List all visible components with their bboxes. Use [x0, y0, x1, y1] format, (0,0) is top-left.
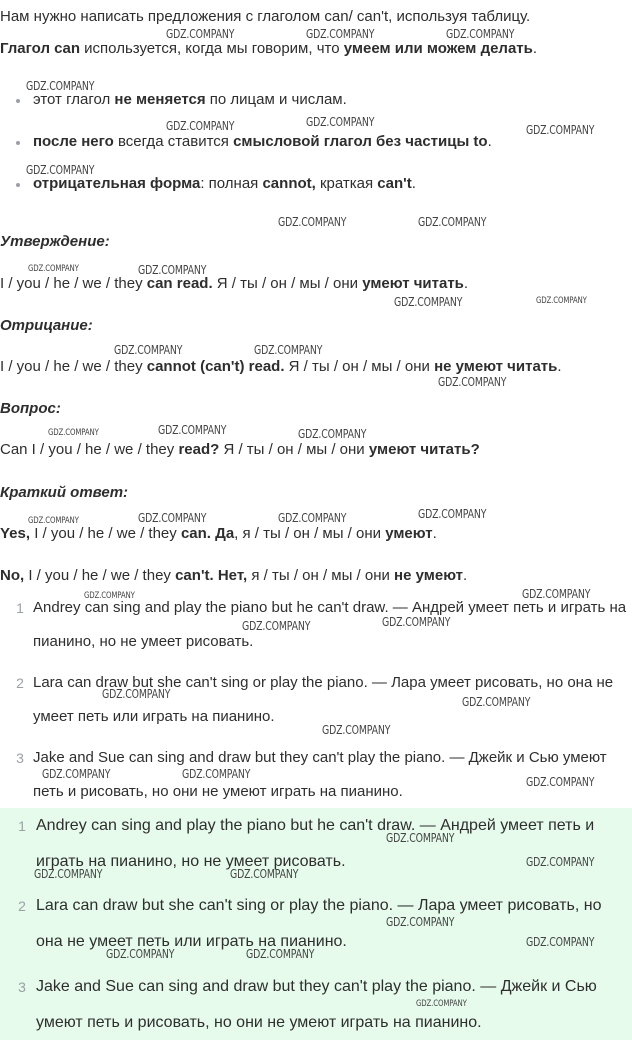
watermark: GDZ.COMPANY: [526, 855, 595, 869]
list-item-2: Lara can draw but she can't sing or play the piano. — Лара умеет рисовать, но она не умеет петь или играть на пианино.: [33, 674, 614, 725]
list-number: 1: [16, 600, 24, 616]
bullet-text: : полная: [200, 175, 263, 192]
bullet-text: краткая: [315, 175, 378, 192]
text: Я / ты / он / мы / они: [284, 358, 435, 375]
watermark: GDZ.COMPANY: [438, 375, 507, 389]
text: Я / ты / он / мы / они: [219, 441, 369, 458]
text: .: [462, 567, 468, 584]
watermark: GDZ.COMPANY: [230, 867, 299, 881]
bullet-dot: [16, 141, 20, 145]
bold: can read.: [146, 275, 213, 292]
watermark: GDZ.COMPANY: [138, 263, 207, 277]
watermark: GDZ.COMPANY: [322, 723, 391, 737]
intro-line-2: [0, 40, 537, 58]
bullet-bold: cannot,: [262, 175, 316, 192]
bullet-dot: [16, 183, 20, 187]
text: I / you / he / we / they: [30, 525, 181, 542]
watermark: GDZ.COMPANY: [114, 343, 183, 357]
watermark: GDZ.COMPANY: [278, 215, 347, 229]
text: .: [432, 525, 437, 542]
list-number: 3: [16, 750, 24, 766]
bullet-bold: отрицательная форма: [33, 175, 201, 192]
watermark: GDZ.COMPANY: [138, 511, 207, 525]
bullet-dot: [16, 99, 20, 103]
bullet-text: этот глагол: [33, 91, 115, 108]
list-item-1: Andrey can sing and play the piano but he can't draw. — Андрей умеет петь и играть на пианино, но не умеет рисовать.: [33, 599, 627, 650]
watermark: GDZ.COMPANY: [536, 296, 587, 306]
text: .: [557, 358, 562, 375]
intro-emphasis: умеем или можем делать: [343, 40, 533, 57]
bold: can't. Нет,: [175, 567, 248, 584]
bullet-bold: после него: [33, 133, 114, 150]
text: I / you / he / we / they: [0, 275, 147, 292]
text: Can I / you / he / we / they: [0, 441, 179, 458]
watermark: GDZ.COMPANY: [26, 163, 95, 177]
watermark: GDZ.COMPANY: [386, 831, 455, 845]
bold: can. Да: [180, 525, 235, 542]
short-answer-no: [0, 567, 467, 585]
watermark: GDZ.COMPANY: [526, 775, 595, 789]
watermark: GDZ.COMPANY: [106, 947, 175, 961]
watermark: GDZ.COMPANY: [418, 507, 487, 521]
bold: read?: [178, 441, 220, 458]
negative-line: [0, 358, 562, 376]
intro-text: используется, когда мы говорим, что: [80, 40, 344, 57]
bullet-item-1: [33, 91, 347, 109]
watermark: GDZ.COMPANY: [416, 999, 467, 1009]
watermark: GDZ.COMPANY: [158, 423, 227, 437]
intro-term: Глагол can: [0, 40, 81, 57]
bullet-text: всегда ставится: [113, 133, 234, 150]
watermark: GDZ.COMPANY: [84, 591, 135, 601]
watermark: GDZ.COMPANY: [28, 516, 79, 526]
list-item-3: Jake and Sue can sing and draw but they can't play the piano. — Джейк и Сью умеют петь и рисовать, но они не умеют играть на пианино.: [33, 749, 607, 800]
watermark: GDZ.COMPANY: [522, 587, 591, 601]
watermark: GDZ.COMPANY: [28, 264, 79, 274]
bold: умеют читать: [362, 275, 464, 292]
watermark: GDZ.COMPANY: [306, 27, 375, 41]
watermark: GDZ.COMPANY: [462, 695, 531, 709]
watermark: GDZ.COMPANY: [254, 343, 323, 357]
affirmative-line: [0, 275, 468, 293]
answer-number: 3: [18, 979, 26, 995]
bullet-text: .: [411, 175, 416, 192]
text: I / you / he / we / they: [24, 567, 176, 584]
bold: не умеют читать: [434, 358, 558, 375]
heading-short-answer: Краткий ответ:: [0, 484, 129, 501]
bullet-item-2: [33, 133, 492, 151]
watermark: GDZ.COMPANY: [34, 867, 103, 881]
bullet-bold: смысловой глагол без частицы to: [233, 133, 488, 150]
text: , я / ты / он / мы / они: [234, 525, 386, 542]
watermark: GDZ.COMPANY: [26, 79, 95, 93]
bold: cannot (can't) read.: [146, 358, 285, 375]
watermark: GDZ.COMPANY: [278, 511, 347, 525]
watermark: GDZ.COMPANY: [166, 119, 235, 133]
bullet-bold: не меняется: [114, 91, 206, 108]
watermark: GDZ.COMPANY: [242, 619, 311, 633]
bold: умеют: [385, 525, 433, 542]
bold: умеют читать?: [368, 441, 480, 458]
bullet-item-3: [33, 175, 416, 193]
text: Я / ты / он / мы / они: [212, 275, 363, 292]
bold: No,: [0, 567, 25, 584]
text: .: [463, 275, 469, 292]
watermark: GDZ.COMPANY: [246, 947, 315, 961]
watermark: GDZ.COMPANY: [394, 295, 463, 309]
watermark: GDZ.COMPANY: [526, 123, 595, 137]
watermark: GDZ.COMPANY: [48, 428, 99, 438]
text: I / you / he / we / they: [0, 358, 147, 375]
watermark: GDZ.COMPANY: [306, 115, 375, 129]
short-answer-yes: [0, 525, 437, 543]
list-number: 2: [16, 675, 24, 691]
heading-affirmative: Утверждение:: [0, 233, 110, 250]
answer-item-1: Andrey can sing and play the piano but he can't draw. — Андрей умеет петь и играть на пианино, но не умеет рисовать.: [36, 817, 595, 870]
watermark: GDZ.COMPANY: [418, 215, 487, 229]
answer-item-2: Lara can draw but she can't sing or play the piano. — Лара умеет рисовать, но она не умеет петь или играть на пианино.: [36, 897, 602, 950]
watermark: GDZ.COMPANY: [526, 935, 595, 949]
question-line: [0, 441, 480, 459]
bold: не умеют: [394, 567, 463, 584]
answer-item-3: Jake and Sue can sing and draw but they can't play the piano. — Джейк и Сью умеют петь и рисовать, но они не умеют играть на пианино.: [36, 978, 597, 1031]
bullet-text: по лицам и числам.: [205, 91, 347, 108]
intro-end: .: [532, 40, 538, 57]
heading-negative: Отрицание:: [0, 317, 93, 334]
watermark: GDZ.COMPANY: [382, 615, 451, 629]
watermark: GDZ.COMPANY: [102, 687, 171, 701]
bold: Yes,: [0, 525, 31, 542]
watermark: GDZ.COMPANY: [182, 767, 251, 781]
watermark: GDZ.COMPANY: [298, 427, 367, 441]
text: я / ты / он / мы / они: [247, 567, 395, 584]
watermark: GDZ.COMPANY: [42, 767, 111, 781]
watermark: GDZ.COMPANY: [446, 27, 515, 41]
watermark: GDZ.COMPANY: [166, 27, 235, 41]
bullet-bold: can't: [377, 175, 412, 192]
answer-number: 2: [18, 898, 26, 914]
watermark: GDZ.COMPANY: [386, 915, 455, 929]
answer-number: 1: [18, 818, 26, 834]
heading-question: Вопрос:: [0, 400, 61, 417]
bullet-text: .: [487, 133, 492, 150]
intro-line-1: Нам нужно написать предложения с глаголом can/ can't, используя таблицу.: [0, 8, 531, 25]
